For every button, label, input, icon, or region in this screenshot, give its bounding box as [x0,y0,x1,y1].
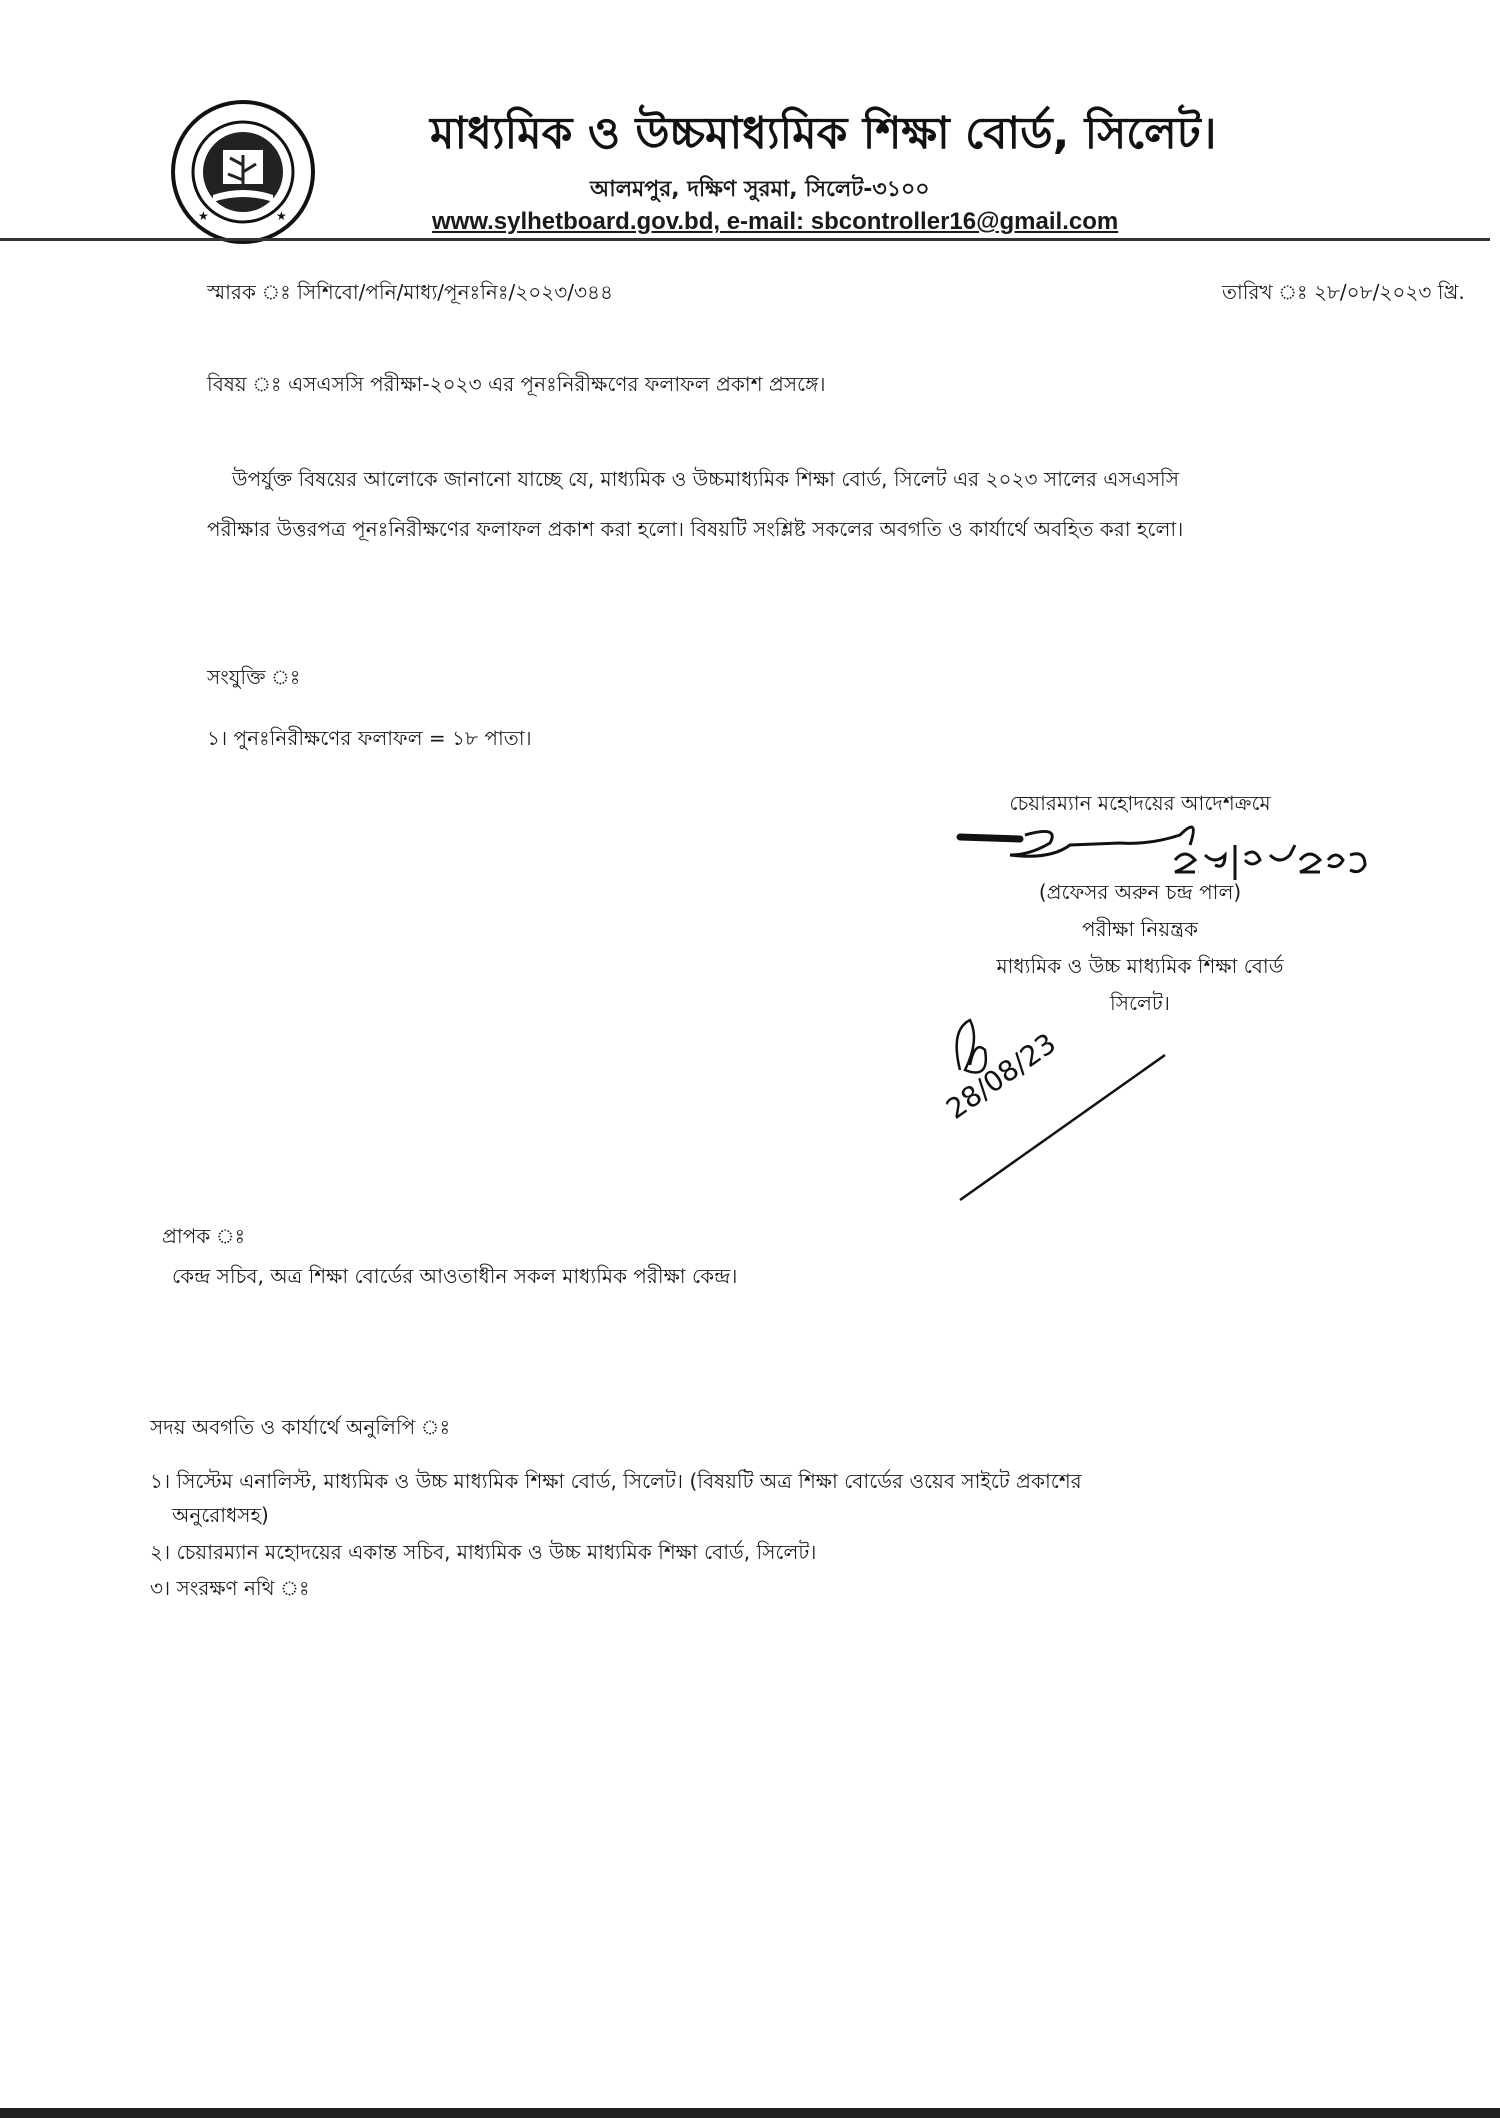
svg-text:★: ★ [276,209,287,223]
copy-item-3: ৩। সংরক্ষণ নথি ঃ [150,1576,310,1600]
handwritten-signature [950,815,1380,895]
board-address: আলমপুর, দক্ষিণ সুরমা, সিলেট-৩১০০ [590,177,930,202]
initial-and-date-scribble [940,1010,1180,1210]
body-line-2: পরীক্ষার উত্তরপত্র পূনঃনিরীক্ষণের ফলাফল প্রকাশ করা হলো। বিষয়টি সংশ্লিষ্ট সকলের অবগতি ও কার্যার্থে অবহিত করা হলো। [207,517,1184,541]
board-contact-link[interactable]: www.sylhetboard.gov.bd, e-mail: sbcontroller16@gmail.com [432,208,1119,235]
copies-label: সদয় অবগতি ও কার্যার্থে অনুলিপি ঃ [150,1415,451,1439]
attachment-item: ১। পুনঃনিরীক্ষণের ফলাফল = ১৮ পাতা। [207,726,532,750]
signatory-designation: পরীক্ষা নিয়ন্ত্রক [1082,917,1198,941]
signatory-org: মাধ্যমিক ও উচ্চ মাধ্যমিক শিক্ষা বোর্ড [996,954,1284,978]
svg-text:28/08/23: 28/08/23 [940,1026,1063,1126]
order-line: চেয়ারম্যান মহোদয়ের আদেশক্রমে [1009,791,1271,815]
memo-date: তারিখ ঃ ২৮/০৮/২০২৩ খ্রি. [1222,280,1465,304]
copy-item-1-continued: অনুরোধসহ) [172,1503,269,1527]
copy-item-2: ২। চেয়ারম্যান মহোদয়ের একান্ত সচিব, মাধ্যমিক ও উচ্চ মাধ্যমিক শিক্ষা বোর্ড, সিলেট। [150,1540,817,1564]
recipient-text: কেন্দ্র সচিব, অত্র শিক্ষা বোর্ডের আওতাধীন সকল মাধ্যমিক পরীক্ষা কেন্দ্র। [172,1264,738,1288]
board-title: মাধ্যমিক ও উচ্চমাধ্যমিক শিক্ষা বোর্ড, সিলেট। [430,108,1217,159]
body-line-1: উপর্যুক্ত বিষয়ের আলোকে জানানো যাচ্ছে যে, মাধ্যমিক ও উচ্চমাধ্যমিক শিক্ষা বোর্ড, সিলেট এর ২০২৩ সালের এসএসসি [232,467,1179,491]
memo-reference: স্মারক ঃ সিশিবো/পনি/মাধ্য/পূনঃনিঃ/২০২৩/৩৪৪ [207,280,613,304]
scan-bottom-edge [0,2108,1500,2118]
header-divider [0,238,1490,241]
signatory-name: (প্রফেসর অরুন চন্দ্র পাল) [1038,880,1242,904]
attachment-label: সংযুক্তি ঃ [207,665,301,689]
signatory-city: সিলেট। [1110,991,1170,1015]
svg-text:★: ★ [198,209,209,223]
copy-item-1: ১। সিস্টেম এনালিস্ট, মাধ্যমিক ও উচ্চ মাধ্যমিক শিক্ষা বোর্ড, সিলেট। (বিষয়টি অত্র শিক্ষা বোর্ডের ওয়েব সাইটে প্রকাশের [150,1469,1082,1493]
recipient-label: প্রাপক ঃ [162,1224,246,1248]
memo-subject: বিষয় ঃ এসএসসি পরীক্ষা-২০২৩ এর পূনঃনিরীক্ষণের ফলাফল প্রকাশ প্রসঙ্গে। [207,372,826,396]
board-seal-logo [168,100,318,245]
